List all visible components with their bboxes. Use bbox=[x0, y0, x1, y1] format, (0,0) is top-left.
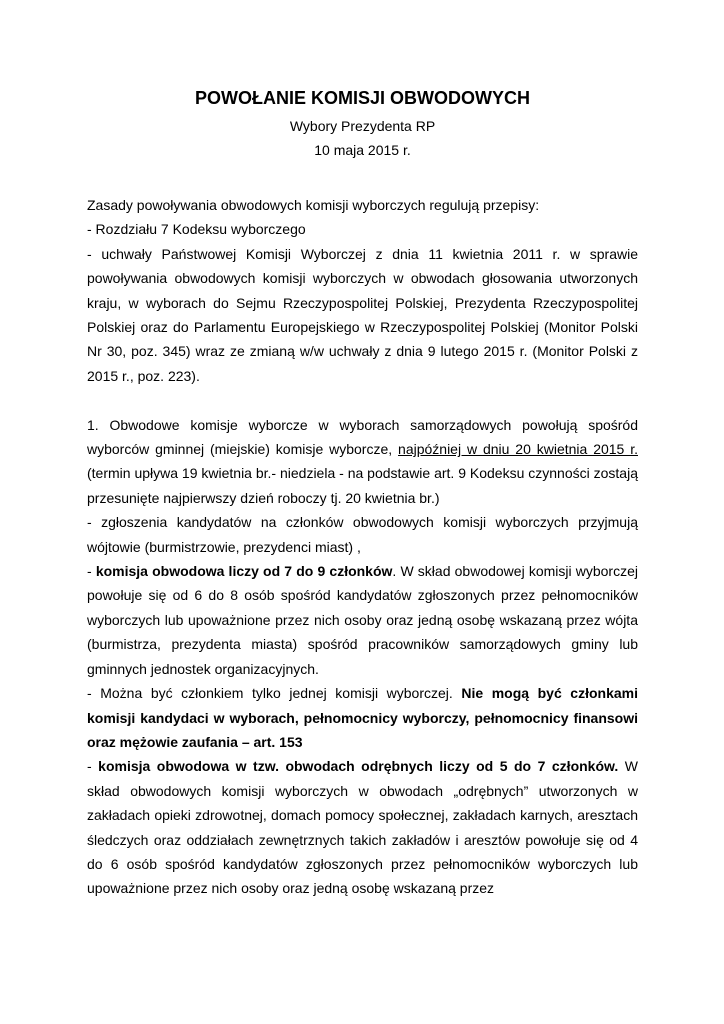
czlonkostwo-bold: Nie mogą być członkami komisji kandydaci w wyborach, pełnomocnicy wyborczy, pełnomocnicy finansowi oraz mężowie zaufania – art. 153 bbox=[87, 685, 638, 750]
paragraph-deadline bbox=[87, 413, 638, 511]
document-date: 10 maja 2015 r. bbox=[314, 142, 411, 158]
odrebne-dash: - bbox=[87, 758, 99, 775]
paragraph-zgloszenia: - zgłoszenia kandydatów na członków obwodowych komisji wyborczych przyjmują wójtowie (burmistrzowie, prezydenci miast) , bbox=[87, 514, 638, 555]
paragraph-czlonkostwo bbox=[87, 681, 638, 754]
document-body bbox=[87, 193, 638, 901]
paragraph-sklad-komisji bbox=[87, 559, 638, 681]
deadline-text-b: (termin upływa 19 kwietnia br.- niedziela - na podstawie art. 9 Kodeksu czynności zostają przesunięte najpierwszy dzień roboczy tj. 20 kwietnia br.) bbox=[87, 465, 638, 506]
paragraph-gap bbox=[87, 388, 638, 412]
deadline-text-a: 1. Obwodowe komisje wyborcze w wyborach samorządowych powołują spośród wyborców gminnej (miejskie) komisje wyborcze, bbox=[87, 416, 638, 458]
deadline-date-underlined: najpóźniej w dniu 20 kwietnia 2015 r. bbox=[398, 441, 638, 458]
intro-item-uchwala: - uchwały Państwowej Komisji Wyborczej z dnia 11 kwietnia 2011 r. w sprawie powoływania obwodowych komisji wyborczych w obwodach głosowania utworzonych kraju, w wyborach do Sejmu Rzeczypospolitej Polskiej, Prezydenta Rzeczypospolitej Polskiej oraz do Parlamentu Europejskiego w Rzeczypospolitej Polskiej (Monitor Polski Nr 30, poz. 345) wraz ze zmianą w/w uchwały z dnia 9 lutego 2015 r. (Monitor Polski z 2015 r., poz. 223). bbox=[87, 245, 638, 384]
sklad-dash: - bbox=[87, 563, 96, 580]
odrebne-rest: W skład obwodowych komisji wyborczych w obwodach „odrębnych” utworzonych w zakładach opieki zdrowotnej, domach pomocy społecznej, zakładach karnych, aresztach śledczych oraz oddziałach zewnętrznych takich zakładów i aresztów powołuje się od 4 do 6 osób spośród kandydatów zgłoszonych przez pełnomocników wyborczych lub upoważnione przez nich osoby oraz jedną osobę wskazaną przez bbox=[87, 758, 638, 897]
intro-item-kodeks: - Rozdziału 7 Kodeksu wyborczego bbox=[87, 221, 306, 238]
paragraph-obwody-odrebne bbox=[87, 754, 638, 900]
sklad-rest: . W skład obwodowej komisji wyborczej powołuje się od 6 do 8 osób spośród kandydatów zgłoszonych przez pełnomocników wyborczych lub upoważnione przez nich osoby oraz jedną osobę wskazaną przez wójta (burmistrza, prezydenta miasta) spośród pracowników samorządowych gminy lub gminnych jednostek organizacyjnych. bbox=[87, 563, 638, 677]
intro-lead: Zasady powoływania obwodowych komisji wyborczych regulują przepisy: bbox=[87, 197, 540, 213]
document-title: POWOŁANIE KOMISJI OBWODOWYCH bbox=[195, 88, 530, 108]
odrebne-bold: komisja obwodowa w tzw. obwodach odrębnych liczy od 5 do 7 członków. bbox=[98, 758, 619, 775]
czlonkostwo-plain: - Można być członkiem tylko jednej komisji wyborczej. bbox=[87, 685, 462, 702]
document-subtitle: Wybory Prezydenta RP bbox=[289, 118, 436, 134]
sklad-bold: komisja obwodowa liczy od 7 do 9 członków bbox=[95, 563, 393, 580]
